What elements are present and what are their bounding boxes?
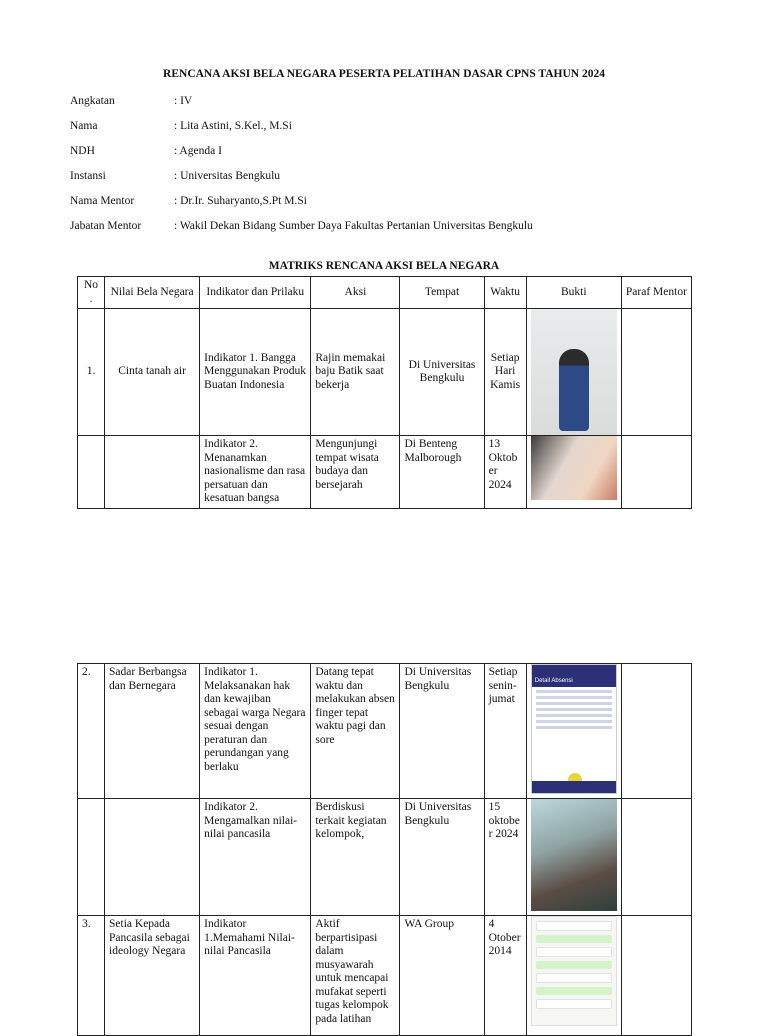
cell-waktu: Setiap senin-jumat: [484, 664, 526, 799]
cell-waktu: 15 oktobe r 2024: [484, 799, 526, 916]
cell-nilai: Setia Kepada Pancasila sebagai ideology Negara: [105, 916, 200, 1036]
cell-indikator: Indikator 2. Mengamalkan nilai-nilai pancasila: [200, 799, 311, 916]
cell-tempat: Di Universitas Bengkulu: [400, 799, 484, 916]
header-paraf: Paraf Mentor: [621, 277, 691, 309]
cell-paraf: [621, 916, 691, 1036]
info-value: : Lita Astini, S.Kel., M.Si: [174, 120, 292, 132]
list-line: [536, 690, 612, 693]
cell-aksi: Mengunjungi tempat wisata budaya dan bersejarah: [311, 436, 400, 509]
list-line: [536, 696, 612, 699]
table-header-row: [78, 277, 692, 309]
cell-tempat: WA Group: [400, 916, 484, 1036]
info-value: : Wakil Dekan Bidang Sumber Daya Fakultas Pertanian Universitas Bengkulu: [174, 220, 533, 232]
cell-no: 2.: [78, 664, 105, 799]
info-row-nama-mentor: [70, 194, 710, 219]
info-row-angkatan: [70, 94, 710, 119]
evidence-photo-selfie: [531, 436, 617, 500]
cell-aksi: Datang tepat waktu dan melakukan absen finger tepat waktu pagi dan sore: [311, 664, 400, 799]
cell-indikator: Indikator 1.Memahami Nilai-nilai Pancasila: [200, 916, 311, 1036]
document-title: RENCANA AKSI BELA NEGARA PESERTA PELATIHAN DASAR CPNS TAHUN 2024: [163, 68, 605, 80]
cell-tempat: Di Universitas Bengkulu: [400, 664, 484, 799]
cell-paraf: [621, 309, 691, 436]
action-plan-table-continued: [77, 663, 692, 1036]
header-waktu: Waktu: [484, 277, 526, 309]
participant-info: [70, 94, 710, 244]
cell-waktu: 4 Otober 2014: [484, 916, 526, 1036]
cell-bukti: [526, 664, 621, 799]
cell-aksi: Aktif berpartisipasi dalam musyawarah untuk mencapai mufakat seperti tugas kelompok pada latihan: [311, 916, 400, 1036]
cell-paraf: [621, 799, 691, 916]
evidence-screenshot-wa-group: [531, 916, 617, 1026]
info-label: Jabatan Mentor: [70, 220, 142, 232]
cell-paraf: [621, 664, 691, 799]
table-row: [78, 664, 692, 799]
cell-tempat: Di Universitas Bengkulu: [400, 309, 484, 436]
screenshot-title: Detail Absensi: [532, 675, 616, 687]
nav-bar: [532, 781, 616, 793]
info-label: Nama Mentor: [70, 195, 135, 207]
chat-bubble: [536, 999, 612, 1009]
cell-indikator: Indikator 2. Menanamkan nasionalisme dan rasa persatuan dan kesatuan bangsa: [200, 436, 311, 509]
matrix-title: MATRIKS RENCANA AKSI BELA NEGARA: [268, 260, 500, 272]
info-value: : IV: [174, 95, 193, 107]
status-bar: [532, 665, 616, 675]
info-label: Angkatan: [70, 95, 115, 107]
info-value: : Dr.Ir. Suharyanto,S.Pt M.Si: [174, 195, 307, 207]
chat-bubble: [536, 987, 612, 995]
list-line: [536, 714, 612, 717]
cell-nilai: Cinta tanah air: [105, 309, 200, 436]
info-row-instansi: [70, 169, 710, 194]
header-aksi: Aksi: [311, 277, 400, 309]
cell-indikator: Indikator 1. Melaksanakan hak dan kewajiban sebagai warga Negara sesuai dengan peraturan dan perundangan yang berlaku: [200, 664, 311, 799]
list-line: [536, 720, 612, 723]
cell-bukti: [526, 436, 621, 509]
cell-bukti: [526, 309, 621, 436]
list-line: [536, 726, 612, 729]
table-row: [78, 436, 692, 509]
info-label: Instansi: [70, 170, 106, 182]
cell-bukti: [526, 799, 621, 916]
header-no: No .: [78, 277, 105, 309]
cell-no: 3.: [78, 916, 105, 1036]
cell-bukti: [526, 916, 621, 1036]
evidence-photo-batik: [531, 309, 617, 435]
table-row: [78, 309, 692, 436]
cell-aksi: Berdiskusi terkait kegiatan kelompok,: [311, 799, 400, 916]
evidence-photo-discussion: [531, 799, 617, 911]
cell-nilai: Sadar Berbangsa dan Bernegara: [105, 664, 200, 799]
info-row-jabatan-mentor: [70, 219, 710, 244]
chat-bubble: [536, 921, 612, 931]
cell-aksi: Rajin memakai baju Batik saat bekerja: [311, 309, 400, 436]
chat-bubble: [536, 935, 612, 943]
chat-bubble: [536, 947, 612, 957]
cell-nilai: [105, 436, 200, 509]
header-indikator: Indikator dan Prilaku: [200, 277, 311, 309]
header-nilai: Nilai Bela Negara: [105, 277, 200, 309]
info-row-nama: [70, 119, 710, 144]
info-value: : Universitas Bengkulu: [174, 170, 281, 182]
table-row: [78, 799, 692, 916]
cell-waktu: 13 Oktob er 2024: [484, 436, 526, 509]
info-row-ndh: [70, 144, 710, 169]
cell-tempat: Di Benteng Malborough: [400, 436, 484, 509]
header-tempat: Tempat: [400, 277, 484, 309]
action-plan-table: [77, 276, 692, 509]
chat-bubble: [536, 961, 612, 969]
info-label: NDH: [70, 145, 95, 157]
list-line: [536, 702, 612, 705]
cell-no: [78, 799, 105, 916]
evidence-screenshot-absensi: [531, 664, 617, 794]
cell-nilai: [105, 799, 200, 916]
cell-no: [78, 436, 105, 509]
header-bukti: Bukti: [526, 277, 621, 309]
cell-no: 1.: [78, 309, 105, 436]
cell-paraf: [621, 436, 691, 509]
cell-waktu: Setiap Hari Kamis: [484, 309, 526, 436]
list-line: [536, 708, 612, 711]
info-label: Nama: [70, 120, 98, 132]
table-row: [78, 916, 692, 1036]
person-figure: [559, 349, 589, 431]
cell-indikator: Indikator 1. Bangga Menggunakan Produk Buatan Indonesia: [200, 309, 311, 436]
chat-bubble: [536, 973, 612, 983]
info-value: : Agenda I: [174, 145, 222, 157]
